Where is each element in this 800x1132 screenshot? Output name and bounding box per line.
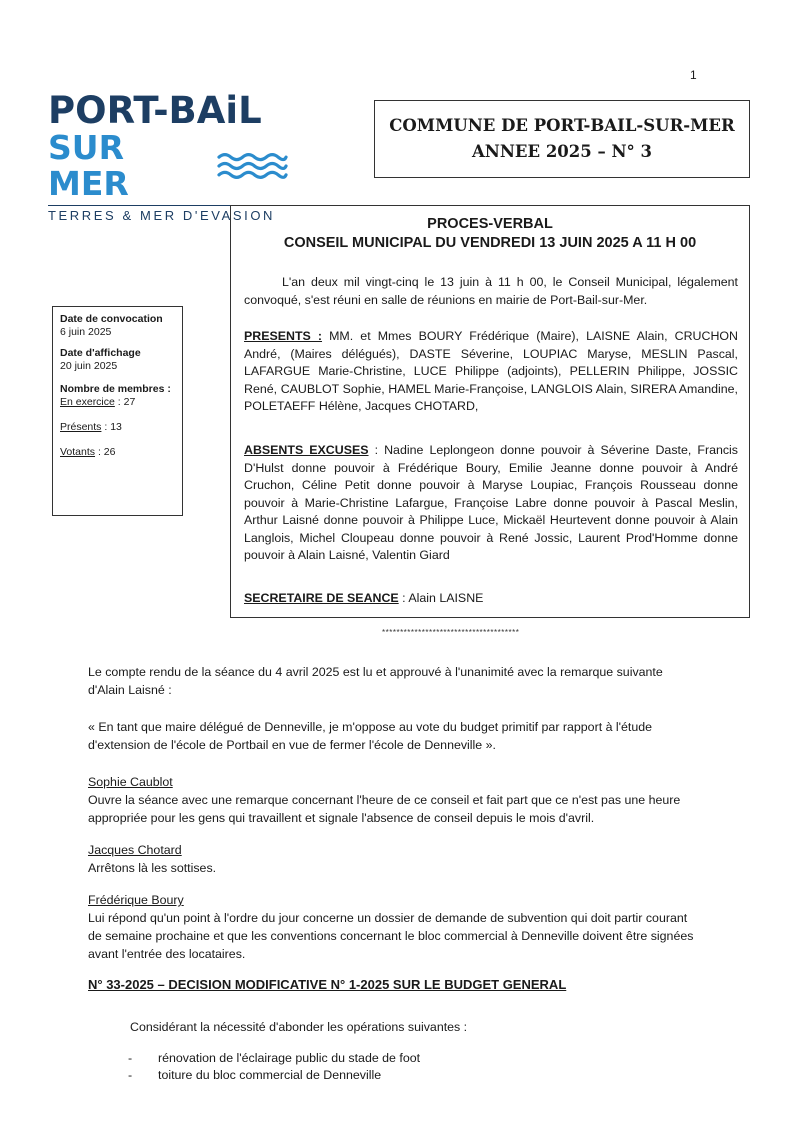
- affichage-label: Date d'affichage: [60, 347, 141, 359]
- pv-intro: L'an deux mil vingt-cinq le 13 juin à 11 h 00, le Conseil Municipal, légalement convoqué, s'est réuni en salle de réunions en mairie de Port-Bail-sur-Mer.: [244, 275, 738, 307]
- exercice-label: En exercice: [60, 396, 115, 408]
- presents-value: : 13: [101, 421, 122, 433]
- convocation-label: Date de convocation: [60, 313, 163, 325]
- list-item: - toiture du bloc commercial de Denneville: [128, 1068, 382, 1082]
- presents-list: MM. et Mmes BOURY Frédérique (Maire), LAISNE Alain, CRUCHON André, (Maires délégués), DASTE Séverine, LOUPIAC Maryse, MESLIN Pascal, LAFARGUE Marie-Christine, LUCE Philippe (adjoints), PELLERIN Philippe, JOSSIC René, CAUBLOT Sophie, HAMEL Marie-Françoise, LANGLOIS Alain, SIRERA Amandine, POLETAEFF Hélène, Jacques CHOTARD,: [244, 329, 738, 413]
- commune-name: COMMUNE DE PORT-BAIL-SUR-MER: [389, 116, 735, 135]
- quote-paragraph: « En tant que maire délégué de Denneville, je m'oppose au vote du budget primitif par rapport à l'étude d'extension de l'école de Portbail en vue de fermer l'école de Denneville ».: [88, 720, 653, 752]
- secretaire-name: : Alain LAISNE: [398, 591, 484, 605]
- pv-subtitle: CONSEIL MUNICIPAL DU VENDREDI 13 JUIN 2025 A 11 H 00: [283, 235, 697, 251]
- list-item: - rénovation de l'éclairage public du stade de foot: [128, 1051, 421, 1065]
- presents-paragraph: [244, 328, 738, 416]
- annee-numero: ANNEE 2025 – N° 3: [471, 142, 653, 161]
- page-number: 1: [690, 68, 697, 82]
- considerant-text: Considérant la nécessité d'abonder les opérations suivantes :: [130, 1020, 468, 1034]
- logo-tagline: TERRES & MER D'EVASION: [48, 205, 285, 223]
- votants-value: : 26: [95, 446, 116, 458]
- convocation-value: 6 juin 2025: [60, 326, 112, 338]
- separator: **************************************: [382, 628, 520, 637]
- speaker-frederique-boury: Frédérique Boury: [88, 893, 184, 907]
- logo-line1: PORT-BAiL: [48, 89, 262, 132]
- exercice-value: : 27: [114, 396, 136, 408]
- secretaire-heading: SECRETAIRE DE SEANCE: [244, 591, 399, 605]
- speech-sophie-caublot: Ouvre la séance avec une remarque concernant l'heure de ce conseil et fait part que ce n'est pas une heure appropriée pour les gens qui travaillent et signale l'absence de conseil depuis le mois d'avril.: [88, 793, 681, 825]
- secretaire-paragraph: [244, 590, 738, 608]
- speaker-jacques-chotard: Jacques Chotard: [88, 843, 182, 857]
- compte-rendu-paragraph: Le compte rendu de la séance du 4 avril 2025 est lu et approuvé à l'unanimité avec la remarque suivante d'Alain Laisné :: [88, 665, 663, 697]
- affichage-value: 20 juin 2025: [60, 360, 118, 372]
- speech-frederique-boury: Lui répond qu'un point à l'ordre du jour concerne un dossier de demande de subvention qui doit partir courant de semaine prochaine et que les conventions concernant le bloc commercial à Denneville doivent être signées avant l'entrée des locataires.: [88, 911, 694, 961]
- waves-icon: [217, 151, 288, 181]
- presents-label: Présents: [60, 421, 102, 433]
- speech-jacques-chotard: Arrêtons là les sottises.: [88, 861, 217, 875]
- operations-list: [128, 1050, 420, 1084]
- votants-label: Votants: [60, 446, 96, 458]
- proces-verbal-box: [230, 205, 750, 618]
- membres-label: Nombre de membres :: [60, 383, 171, 395]
- absents-paragraph: [244, 442, 738, 565]
- decision-title: N° 33-2025 – DECISION MODIFICATIVE N° 1-2025 SUR LE BUDGET GENERAL: [88, 977, 567, 992]
- logo-line2: SUR MER: [48, 128, 129, 203]
- speaker-sophie-caublot: Sophie Caublot: [88, 775, 173, 789]
- commune-logo: [48, 89, 288, 223]
- absents-heading: ABSENTS EXCUSES: [244, 443, 369, 457]
- pv-title: PROCES-VERBAL: [427, 216, 553, 232]
- absents-list: : Nadine Leplongeon donne pouvoir à Séverine Daste, Francis D'Hulst donne pouvoir à Frédérique Boury, Emilie Jeanne donne pouvoir à André Cruchon, Céline Petit donne pouvoir à Maryse Loupiac, François Rousseau donne pouvoir à Marie-Christine Lafargue, Françoise Labre donne pouvoir à Pascal Meslin, Arthur Laisné donne pouvoir à Philippe Luce, Mickaël Heurtevent donne pouvoir à Alain Langlois, Michel Cloupeau donne pouvoir à René Jossic, Laurent Prod'Homme donne pouvoir à Alain Laisné, Valentin Giard: [244, 443, 738, 562]
- meeting-info-box: [52, 306, 183, 516]
- presents-heading: PRESENTS :: [244, 329, 323, 343]
- commune-header-box: [374, 100, 750, 178]
